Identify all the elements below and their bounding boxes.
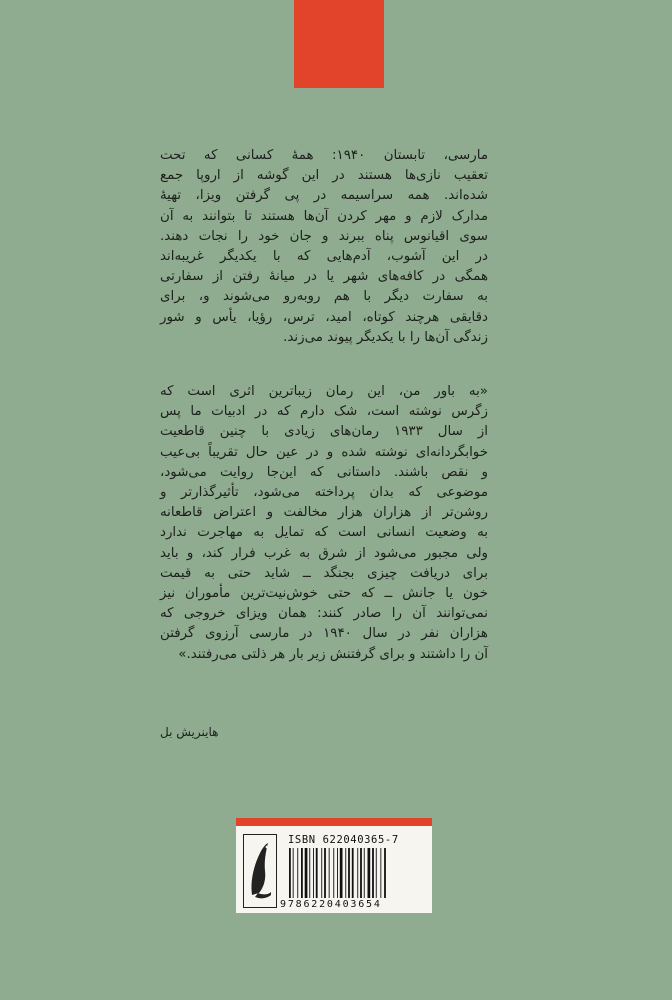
blurb-line: تعقیب نازی‌ها هستند در این گوشه از اروپا جمع	[160, 168, 488, 184]
blurb-line: مدارک لازم و مهر کردن آن‌ها هستند تا بتوانند به آن	[160, 208, 488, 224]
isbn-label: ISBN 622040365-7	[288, 834, 399, 846]
blurb-line: دقایقی هرچند کوتاه، امید، ترس، رؤیا، یأس و شور	[160, 309, 488, 325]
blurb-line: در این آشوب، آدم‌هایی که با یکدیگر غریبه‌اند	[160, 249, 488, 265]
blurb-line: و نقص باشند. داستانی که این‌جا روایت می‌شود،	[160, 464, 488, 480]
blurb-line: هزاران نفر در سال ۱۹۴۰ در مارسی آرزوی گرفتن	[160, 626, 488, 642]
blurb-line: روشن‌تر از هزاران هزار مخالفت و اعتراض قاطعانه	[160, 505, 488, 521]
barcode-bars	[288, 848, 426, 898]
blurb-line: موضوعی که بدان پرداخته می‌شود، تأثیرگذارتر و	[160, 485, 488, 501]
blurb-line: زگرس نوشته است، شک دارم که در ادبیات ما پس	[160, 404, 488, 420]
blurb-line: به وضعیت انسانی است که تمایل به مهاجرت ندارد	[160, 525, 488, 541]
ean-digits: 9786220403654	[280, 899, 382, 910]
blurb-paragraph-1	[160, 146, 488, 348]
blurb-line: از سال ۱۹۳۳ رمان‌های زیادی با چنین قاطعیت	[160, 424, 488, 440]
blurb-line: «به باور من، این رمان زیباترین اثری است که	[160, 384, 488, 399]
blurb-line: خون یا جانش ــ که حتی خوش‌نیت‌ترین مأموران نیز	[160, 586, 488, 602]
blurb-line: برای دریافت چیزی بجنگد ــ شاید حتی به قیمت	[160, 565, 488, 581]
cover-accent-block	[294, 0, 384, 88]
publisher-logo-icon	[243, 834, 277, 908]
blurb-line: آن را داشتند و برای گرفتنش زیر بار هر ذلتی می‌رفتند.»	[178, 646, 488, 662]
barcode-panel	[236, 818, 432, 913]
blurb-line: نمی‌توانند آن را صادر کنند: همان ویزای خروجی که	[160, 606, 488, 622]
blurb-quote-paragraph	[160, 382, 488, 665]
blurb-line: همگی در کافه‌های شهر یا در میانهٔ رفتن از سفارتی	[160, 269, 488, 285]
blurb-line: به سفارت دیگر با هم روبه‌رو می‌شوند و، برای	[160, 289, 488, 305]
blurb-line: زندگی آن‌ها را با یکدیگر پیوند می‌زند.	[283, 329, 488, 345]
quote-attribution: هاینریش بل	[160, 725, 219, 739]
blurb-line: شده‌اند. همه سراسیمه در پی گرفتن ویزا، تهیهٔ	[160, 188, 488, 204]
blurb-line: سوی اقیانوس پناه ببرند و جان خود را نجات دهند.	[160, 228, 488, 244]
blurb-line: ولی مجبور می‌شود از شرق به غرب فرار کند، و باید	[160, 545, 488, 561]
blurb-line: خوابگردانه‌ای نوشته شده و در عین حال تقریباً بی‌عیب	[160, 444, 488, 460]
blurb-line: مارسی، تابستان ۱۹۴۰: همهٔ کسانی که تحت	[160, 148, 488, 163]
